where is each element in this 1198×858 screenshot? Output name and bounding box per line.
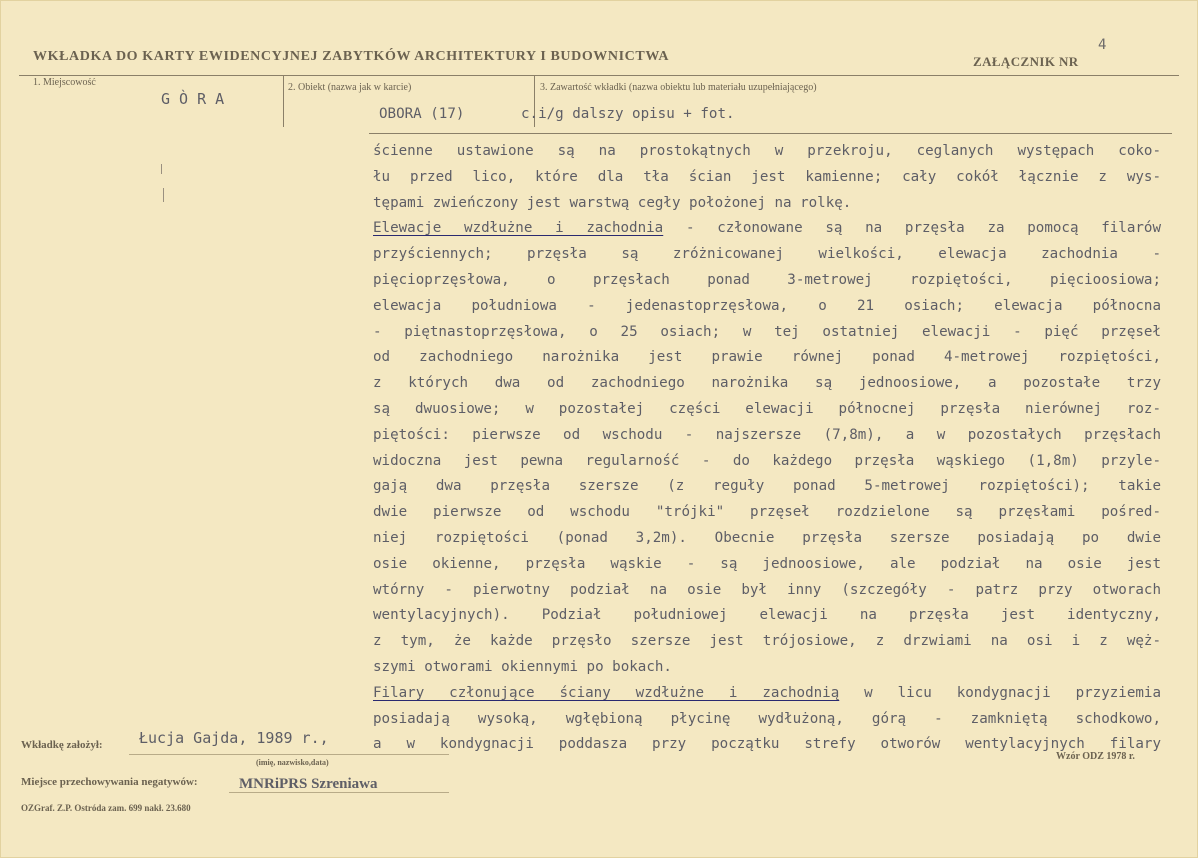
header-rule [19, 75, 1179, 76]
section-heading: Filary członujące ściany wzdłużne i zachodnią [373, 684, 840, 701]
body-line-rest: - członowane są na przęsła za pomocą filarów [663, 220, 1161, 237]
body-line: przyściennych; przęsła są zróżnicowanej wielkości, elewacja zachodnia - [373, 246, 1161, 263]
pencil-mark [161, 164, 162, 174]
body-line: - piętnastoprzęsłowa, o 25 osiach; w tej ostatniej elewacji - pięć przęseł [373, 323, 1161, 340]
body-line: od zachodniego narożnika jest prawie równej ponad 4-metrowej rozpiętości, [373, 349, 1161, 366]
description-body [373, 139, 1161, 758]
fields-bottom-rule [369, 133, 1172, 134]
body-line: wtórny - pierwotny podział na osie był inny (szczegóły - patrz przy otworach [373, 581, 1161, 598]
body-line: wentylacyjnych). Podział południowej elewacji na przęsła jest identyczny, [373, 607, 1161, 624]
storage-value: MNRiPRS Szreniawa [239, 776, 378, 792]
body-line: piętości: pierwsze od wschodu - najszersze (7,8m), a w pozostałych przęsłach [373, 426, 1161, 443]
author-label: Wkładkę założył: [21, 739, 103, 751]
body-line: ścienne ustawione są na prostokątnych w przekroju, ceglanych występach coko- [373, 143, 1161, 159]
printer-note: OZGraf. Z.P. Ostróda zam. 699 nakł. 23.680 [21, 803, 191, 813]
body-line: elewacja południowa - jedenastoprzęsłowa, o 21 osiach; elewacja północna [373, 297, 1161, 314]
body-line: szymi otworami okiennymi po bokach. [373, 658, 672, 675]
body-line: a w kondygnacji poddasza przy początku strefy otworów wentylacyjnych filary [373, 736, 1161, 753]
field-divider-1 [283, 75, 284, 127]
author-hint: (imię, nazwisko,data) [256, 758, 329, 767]
section-heading: Elewacje wzdłużne i zachodnia [373, 220, 664, 237]
form-title: WKŁADKA DO KARTY EWIDENCYJNEJ ZABYTKÓW ARCHITEKTURY I BUDOWNICTWA [33, 49, 670, 64]
body-line: pięcioprzęsłowa, o przęsłach ponad 3-metrowej rozpiętości, pięcioosiowa; [373, 271, 1161, 288]
pencil-mark [163, 188, 164, 202]
attachment-label: ZAŁĄCZNIK NR [973, 54, 1079, 69]
body-line: z których dwa od zachodniego narożnika są jednoosiowe, a pozostałe trzy [373, 375, 1161, 392]
field-1-label: 1. Miejscowość [33, 77, 96, 88]
author-value: Łucja Gajda, 1989 r., [139, 729, 329, 747]
author-underline [129, 754, 449, 755]
body-line: niej rozpiętości (ponad 3,2m). Obecnie przęsła szersze posiadają po dwie [373, 529, 1161, 546]
body-line: osie okienne, przęsła wąskie - są jednoosiowe, ale podział na osie jest [373, 555, 1161, 572]
storage-label: Miejsce przechowywania negatywów: [21, 776, 198, 788]
body-line-heading [373, 216, 1161, 242]
body-line: tępami zwieńczony jest warstwą cegły położonej na rolkę. [373, 194, 852, 211]
body-line: gają dwa przęsła szersze (z reguły ponad 5-metrowej rozpiętości); takie [373, 478, 1161, 495]
field-1-value: G Ò R A [161, 90, 225, 108]
body-line-rest: w licu kondygnacji przyziemia [839, 684, 1161, 701]
body-line: dwie pierwsze od wschodu "trójki" przęseł rozdzielone są przęsłami pośred- [373, 504, 1161, 521]
form-model: Wzór ODZ 1978 r. [1056, 751, 1135, 762]
storage-underline [229, 792, 449, 793]
page-number: 4 [1098, 37, 1107, 53]
field-3-value: c.i/g dalszy opisu + fot. [521, 106, 735, 122]
body-line-heading [373, 681, 1161, 707]
body-line: z tym, że każde przęsło szersze jest trójosiowe, z drzwiami na osi i z węż- [373, 633, 1161, 650]
body-line: widoczna jest pewna regularność - do każdego przęsła wąskiego (1,8m) przyle- [373, 452, 1161, 469]
body-line: łu przed lico, które dla tła ścian jest kamienne; cały cokół łącznie z wys- [373, 168, 1161, 185]
body-line: posiadają wysoką, wgłębioną płycinę wydłużoną, górą - zamkniętą schodkowo, [373, 710, 1161, 727]
body-line: są dwuosiowe; w pozostałej części elewacji północnej przęsła nierównej roz- [373, 400, 1161, 417]
field-2-value: OBORA (17) [379, 106, 465, 122]
field-2-label: 2. Obiekt (nazwa jak w karcie) [288, 82, 412, 93]
field-3-label: 3. Zawartość wkładki (nazwa obiektu lub materiału uzupełniającego) [540, 82, 817, 93]
